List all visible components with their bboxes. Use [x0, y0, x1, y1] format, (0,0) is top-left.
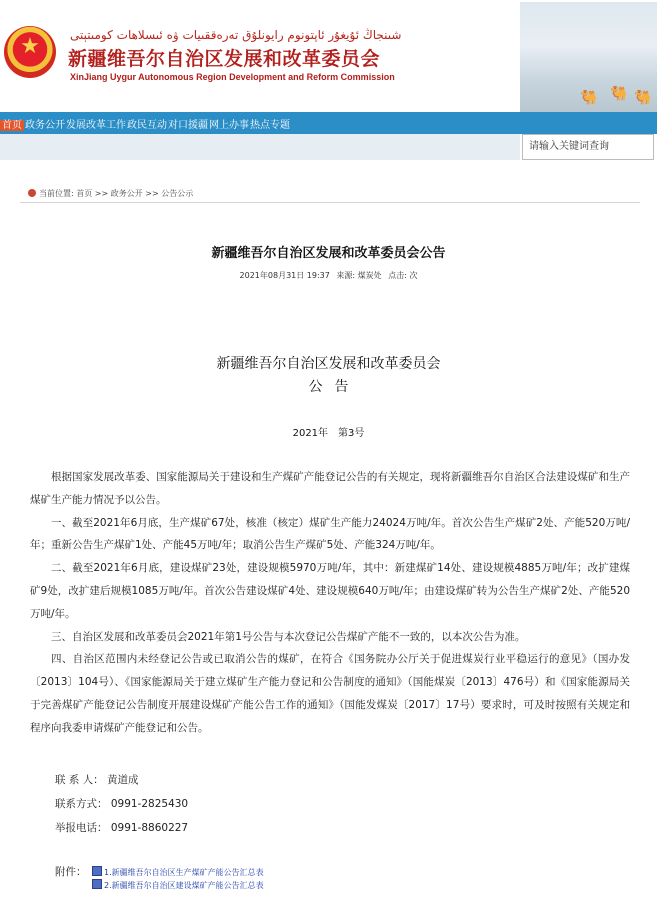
article-date: 2021年08月31日 19:37 — [239, 271, 330, 280]
paragraph: 根据国家发展改革委、国家能源局关于建设和生产煤矿产能登记公告的有关规定，现将新疆维吾尔自治区合法建设煤矿和生产煤矿生产能力情况予以公告。 — [30, 471, 630, 506]
paragraph: 二、截至2021年6月底，建设煤矿23处，建设规模5970万吨/年，其中：新建煤矿14处、建设规模4885万吨/年；改扩建煤矿9处，改扩建后规模1085万吨/年。首次公告建设煤矿4处、建设规模640万吨/年；由建设煤矿转为公告生产煤矿2处、产能520万吨/年。 — [30, 562, 630, 620]
nav-item-public-affairs[interactable]: 政务公开 — [25, 120, 65, 131]
contact-person: 联 系 人： 黄道成 — [55, 774, 139, 786]
report-phone: 举报电话： 0991-8860227 — [55, 822, 189, 834]
document-number: 2021年 第3号 — [292, 428, 365, 439]
site-title-english: XinJiang Uygur Autonomous Region Development and Reform Commission — [70, 72, 395, 82]
main-nav — [0, 112, 657, 134]
article-source: 来源: 煤炭处 — [336, 271, 382, 280]
nav-item-aid[interactable]: 对口援疆 — [168, 120, 208, 131]
search-input[interactable]: 请输入关键词查询 — [522, 134, 654, 160]
camel-icon: 🐫 — [610, 86, 628, 102]
attachment-1-label[interactable]: 1.新疆维吾尔自治区生产煤矿产能公告汇总表 — [104, 868, 264, 877]
article-title: 新疆维吾尔自治区发展和改革委员会公告 — [211, 246, 446, 261]
attachment-link[interactable] — [92, 866, 264, 878]
camel-icon: 🐫 — [580, 90, 598, 106]
document-icon — [92, 866, 102, 876]
breadcrumb — [28, 188, 193, 199]
site-title-uyghur: شىنجاڭ ئۇيغۇر ئاپتونوم رايونلۇق تەرەققىيات ۋە ئىسلاھات كومىتېتى — [70, 28, 402, 42]
nav-item-topics[interactable]: 热点专题 — [250, 120, 290, 131]
nav-home[interactable]: 首页 — [2, 120, 22, 131]
paragraph: 三、自治区发展和改革委员会2021年第1号公告与本次登记公告煤矿产能不一致的，以本次公告为准。 — [51, 630, 526, 643]
national-emblem-icon: ★ — [4, 26, 56, 78]
desert-scene-image — [520, 2, 657, 112]
attachments-label: 附件： — [55, 866, 87, 878]
site-title: 新疆维吾尔自治区发展和改革委员会 — [68, 48, 381, 70]
notice-heading-sub: 公告 — [308, 379, 361, 395]
camel-icon: 🐫 — [634, 90, 652, 106]
nav-subbar — [0, 134, 520, 160]
attachment-2-label[interactable]: 2.新疆维吾尔自治区建设煤矿产能公告汇总表 — [104, 881, 264, 890]
nav-item-development[interactable]: 发展改革工作 — [66, 120, 126, 131]
nav-item-interaction[interactable]: 政民互动 — [127, 120, 167, 131]
breadcrumb-text[interactable]: 当前位置: 首页 >> 政务公开 >> 公告公示 — [39, 189, 194, 198]
document-icon — [92, 879, 102, 889]
notice-heading: 新疆维吾尔自治区发展和改革委员会 — [216, 356, 441, 372]
contact-phone: 联系方式： 0991-2825430 — [55, 798, 189, 810]
divider — [20, 202, 640, 203]
paragraph: 四、自治区范围内未经登记公告或已取消公告的煤矿，在符合《国务院办公厅关于促进煤炭行业平稳运行的意见》（国办发〔2013〕104号）、《国家能源局关于建立煤矿生产能力登记和公告制度的通知》（国能煤炭〔2013〕476号）和《国家能源局关于完善煤矿产能登记公告制度开展建设煤矿产能公告工作的通知》（国能发煤炭〔2017〕17号）要求时，可及时按照有关规定和程序向我委申请煤矿产能登记和公告。 — [30, 653, 630, 734]
location-icon — [28, 189, 36, 197]
article-clicks: 点击: 次 — [388, 271, 418, 280]
article-meta — [0, 270, 657, 281]
attachment-link[interactable] — [92, 879, 264, 891]
nav-item-online-service[interactable]: 网上办事 — [209, 120, 249, 131]
article-body — [30, 466, 630, 740]
paragraph: 一、截至2021年6月底，生产煤矿67处，核准（核定）煤矿生产能力24024万吨/年。首次公告生产煤矿2处、产能520万吨/年；重新公告生产煤矿1处、产能45万吨/年；取消公告生产煤矿5处、产能324万吨/年。 — [30, 516, 630, 552]
